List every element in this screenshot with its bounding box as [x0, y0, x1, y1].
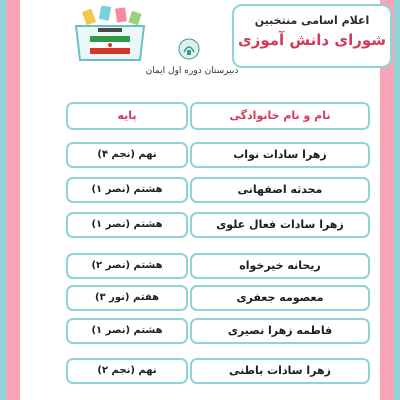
student-grade: هشتم (نصر ۲) — [66, 253, 188, 279]
table-row — [0, 212, 400, 238]
student-name: زهرا سادات نواب — [190, 142, 370, 168]
school-logo-signature — [138, 62, 246, 88]
student-grade: نهم (نجم ۲) — [66, 358, 188, 384]
school-emblem-icon — [178, 38, 200, 60]
column-header-grade: پایه — [66, 102, 188, 130]
school-logo-text: دبیرستان دوره اول ایمان — [145, 66, 239, 76]
table-row — [0, 142, 400, 168]
table-row — [0, 285, 400, 311]
student-grade: هشتم (نصر ۱) — [66, 212, 188, 238]
title-box — [232, 4, 392, 68]
student-grade: هشتم (نصر ۱) — [66, 177, 188, 203]
title-line-2: شورای دانش آموزی — [237, 31, 386, 49]
column-header-name: نام و نام خانوادگی — [190, 102, 370, 130]
table-row — [0, 318, 400, 344]
title-line-1: اعلام اسامی منتخبین — [254, 14, 370, 27]
student-name: فاطمه زهرا نصیری — [190, 318, 370, 344]
student-grade: هشتم (نصر ۱) — [66, 318, 188, 344]
student-grade: نهم (نجم ۴) — [66, 142, 188, 168]
table-row — [0, 177, 400, 203]
table-row — [0, 253, 400, 279]
student-grade: هفتم (نور ۳) — [66, 285, 188, 311]
student-name: زهرا سادات باطنی — [190, 358, 370, 384]
student-name: زهرا سادات فعال علوی — [190, 212, 370, 238]
ballot-box-illustration — [62, 6, 158, 62]
student-name: محدثه اصفهانی — [190, 177, 370, 203]
student-name: معصومه جعفری — [190, 285, 370, 311]
table-row — [0, 358, 400, 384]
student-name: ریحانه خیرخواه — [190, 253, 370, 279]
